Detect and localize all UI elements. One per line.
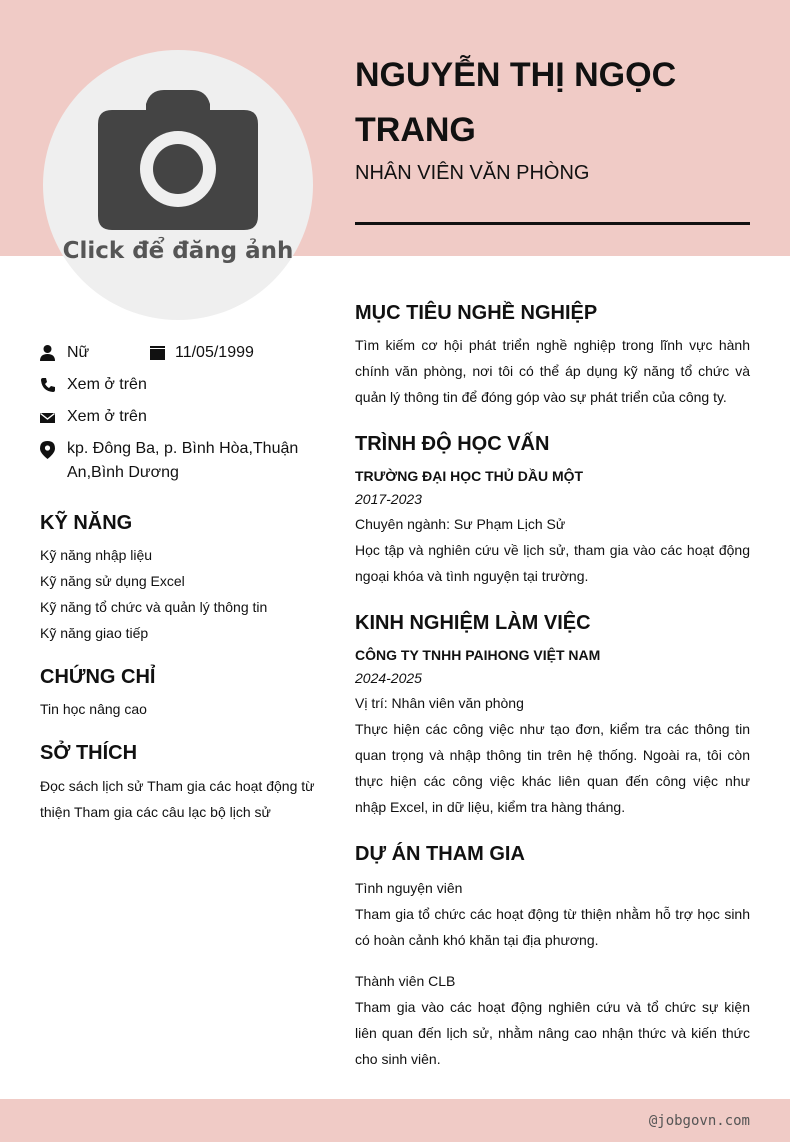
experience-company: CÔNG TY TNHH PAIHONG VIỆT NAM xyxy=(355,647,601,663)
phone-icon xyxy=(40,377,55,393)
skill-item: Kỹ năng giao tiếp xyxy=(40,625,149,641)
email-text: Xem ở trên xyxy=(67,408,147,425)
certificates-title: CHỨNG CHỈ xyxy=(40,666,156,688)
job-title: NHÂN VIÊN VĂN PHÒNG xyxy=(355,162,590,184)
education-school: TRƯỜNG ĐẠI HỌC THỦ DẦU MỘT xyxy=(355,468,584,484)
phone-text: Xem ở trên xyxy=(67,376,147,393)
experience-description: Thực hiện các công việc như tạo đơn, kiểm tra các thông tin quan trọng và nhập thông tin trên hệ thống. Ngoài ra, tôi còn thực hiện các công việc khác liên quan đến công việc như nhập Excel, in dữ liệu, kiểm tra hàng tháng. xyxy=(355,721,750,815)
camera-icon xyxy=(98,90,258,230)
hobbies-text: Đọc sách lịch sử Tham gia các hoạt động từ thiện Tham gia các câu lạc bộ lịch sử xyxy=(40,778,315,820)
experience-position: Vị trí: Nhân viên văn phòng xyxy=(355,695,524,711)
gender-text: Nữ xyxy=(67,344,90,361)
skill-item: Kỹ năng nhập liệu xyxy=(40,547,153,563)
birthdate-text: 11/05/1999 xyxy=(175,344,254,361)
project-name: Tình nguyện viên xyxy=(355,880,463,896)
person-icon xyxy=(40,345,55,361)
footer-watermark: @jobgovn.com xyxy=(648,1113,750,1129)
education-period: 2017-2023 xyxy=(355,491,422,507)
header-divider xyxy=(355,222,750,225)
projects-title: DỰ ÁN THAM GIA xyxy=(355,843,525,865)
education-title: TRÌNH ĐỘ HỌC VẤN xyxy=(355,433,550,455)
project-description: Tham gia tổ chức các hoạt động từ thiện nhằm hỗ trợ học sinh có hoàn cảnh khó khăn tại địa phương. xyxy=(355,906,750,948)
hobbies-title: SỞ THÍCH xyxy=(40,742,138,764)
experience-title: KINH NGHIỆM LÀM VIỆC xyxy=(355,612,591,634)
calendar-icon xyxy=(150,345,165,361)
skill-item: Kỹ năng tổ chức và quản lý thông tin xyxy=(40,599,268,615)
candidate-name: NGUYỄN THỊ NGỌC TRANG xyxy=(355,56,677,149)
certificate-item: Tin học nâng cao xyxy=(40,701,147,717)
photo-upload-label: Click để đăng ảnh xyxy=(62,238,294,264)
address-text: kp. Đông Ba, p. Bình Hòa,Thuận An,Bình Dương xyxy=(67,440,299,481)
objective-title: MỤC TIÊU NGHỀ NGHIỆP xyxy=(355,302,598,324)
email-icon xyxy=(40,409,55,425)
project-description: Tham gia vào các hoạt động nghiên cứu và tổ chức sự kiện liên quan đến lịch sử, nhằm nâng cao nhận thức và kiến thức cho sinh viên. xyxy=(355,999,750,1067)
skills-title: KỸ NĂNG xyxy=(40,512,133,534)
skill-item: Kỹ năng sử dụng Excel xyxy=(40,573,185,589)
project-name: Thành viên CLB xyxy=(355,973,456,989)
location-pin-icon xyxy=(40,441,55,459)
education-description: Học tập và nghiên cứu về lịch sử, tham gia vào các hoạt động ngoại khóa và tình nguyện tại trường. xyxy=(355,542,750,584)
photo-upload[interactable] xyxy=(43,50,313,320)
experience-period: 2024-2025 xyxy=(355,670,422,686)
objective-text: Tìm kiếm cơ hội phát triển nghề nghiệp trong lĩnh vực hành chính văn phòng, nơi tôi có thể áp dụng kỹ năng tổ chức và quản lý thông tin để đóng góp vào sự phát triển của công ty. xyxy=(355,337,750,405)
education-major: Chuyên ngành: Sư Phạm Lịch Sử xyxy=(355,516,566,532)
